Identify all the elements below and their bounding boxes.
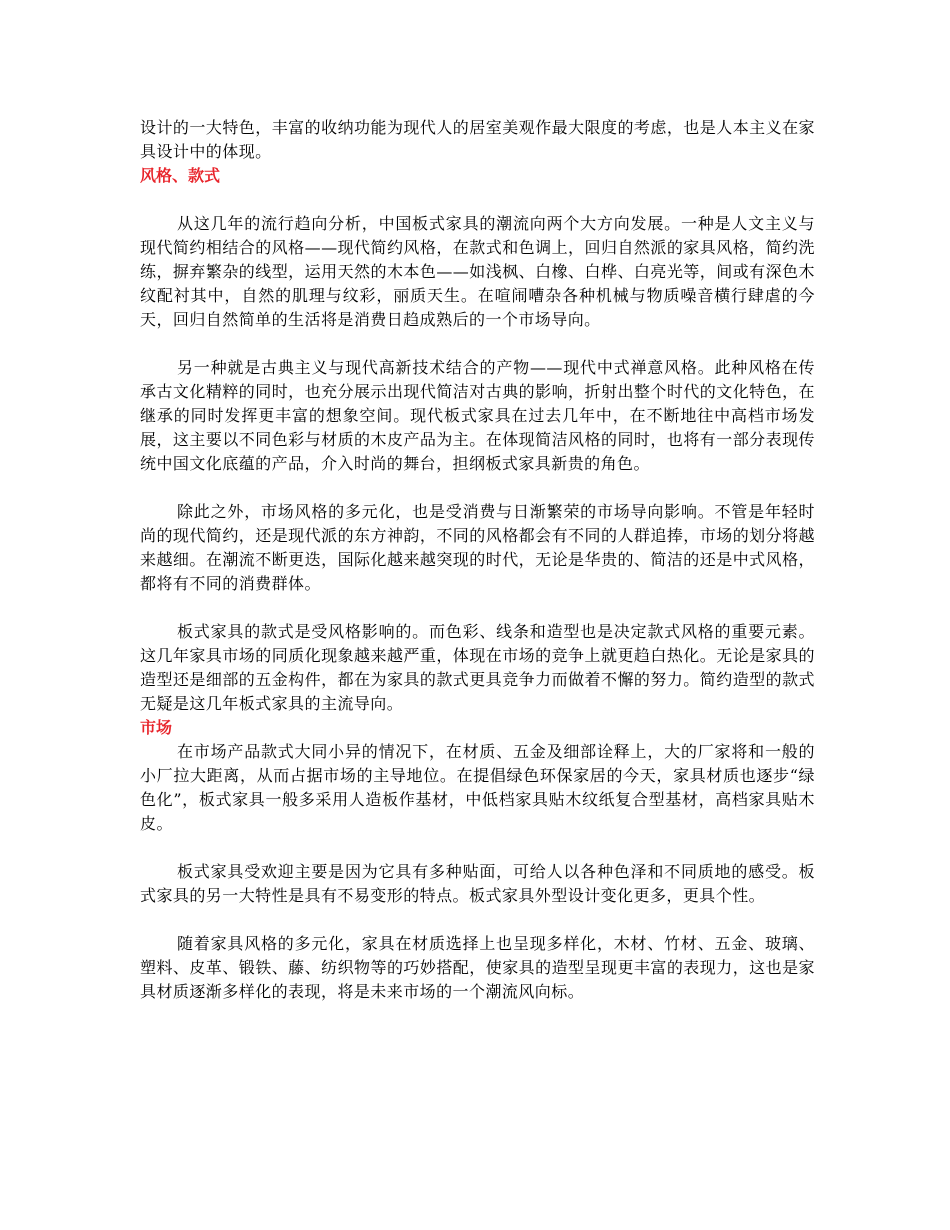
section-heading-style: 风格、款式: [140, 166, 221, 185]
style-paragraph-2: 另一种就是古典主义与现代高新技术结合的产物——现代中式禅意风格。此种风格在传承古文化精粹的同时，也充分展示出现代简洁对古典的影响，折射出整个时代的文化特色，在继承的同时发挥更丰富的想象空间。现代板式家具在过去几年中，在不断地往中高档市场发展，这主要以不同色彩与材质的木皮产品为主。在体现简洁风格的同时，也将有一部分表现传统中国文化底蕴的产品，介入时尚的舞台，担纲板式家具新贵的角色。: [140, 358, 815, 473]
style-paragraph-1: 从这几年的流行趋向分析，中国板式家具的潮流向两个大方向发展。一种是人文主义与现代简约相结合的风格——现代简约风格，在款式和色调上，回归自然派的家具风格，简约洗练，摒弃繁杂的线型，运用天然的木本色——如浅枫、白橡、白桦、白亮光等，间或有深色木纹配衬其中，自然的肌理与纹彩，丽质天生。在喧闹嘈杂各种机械与物质噪音横行肆虐的今天，回归自然简单的生活将是消费日趋成熟后的一个市场导向。: [140, 214, 815, 329]
market-paragraph-1: 在市场产品款式大同小异的情况下，在材质、五金及细部诠释上，大的厂家将和一般的小厂拉大距离，从而占据市场的主导地位。在提倡绿色环保家居的今天，家具材质也逐步“绿色化”，板式家具一般多采用人造板作基材，中低档家具贴木纹纸复合型基材，高档家具贴木皮。: [140, 742, 815, 833]
document-page: [140, 116, 815, 1004]
market-paragraph-3: 随着家具风格的多元化，家具在材质选择上也呈现多样化，木材、竹材、五金、玻璃、塑料、皮革、锻铁、藤、纺织物等的巧妙搭配，使家具的造型呈现更丰富的表现力，这也是家具材质逐渐多样化的表现，将是未来市场的一个潮流风向标。: [140, 934, 815, 1001]
style-paragraph-4: 板式家具的款式是受风格影响的。而色彩、线条和造型也是决定款式风格的重要元素。这几年家具市场的同质化现象越来越严重，体现在市场的竞争上就更趋白热化。无论是家具的造型还是细部的五金构件，都在为家具的款式更具竞争力而做着不懈的努力。简约造型的款式无疑是这几年板式家具的主流导向。: [140, 622, 815, 713]
section-heading-market: 市场: [140, 718, 173, 737]
market-paragraph-2: 板式家具受欢迎主要是因为它具有多种贴面，可给人以各种色泽和不同质地的感受。板式家具的另一大特性是具有不易变形的特点。板式家具外型设计变化更多，更具个性。: [140, 862, 815, 905]
intro-paragraph: 设计的一大特色，丰富的收纳功能为现代人的居室美观作最大限度的考虑，也是人本主义在家具设计中的体现。: [140, 118, 815, 161]
style-paragraph-3: 除此之外，市场风格的多元化，也是受消费与日渐繁荣的市场导向影响。不管是年轻时尚的现代简约，还是现代派的东方神韵，不同的风格都会有不同的人群追捧，市场的划分将越来越细。在潮流不断更迭，国际化越来越突现的时代，无论是华贵的、简洁的还是中式风格，都将有不同的消费群体。: [140, 502, 815, 593]
